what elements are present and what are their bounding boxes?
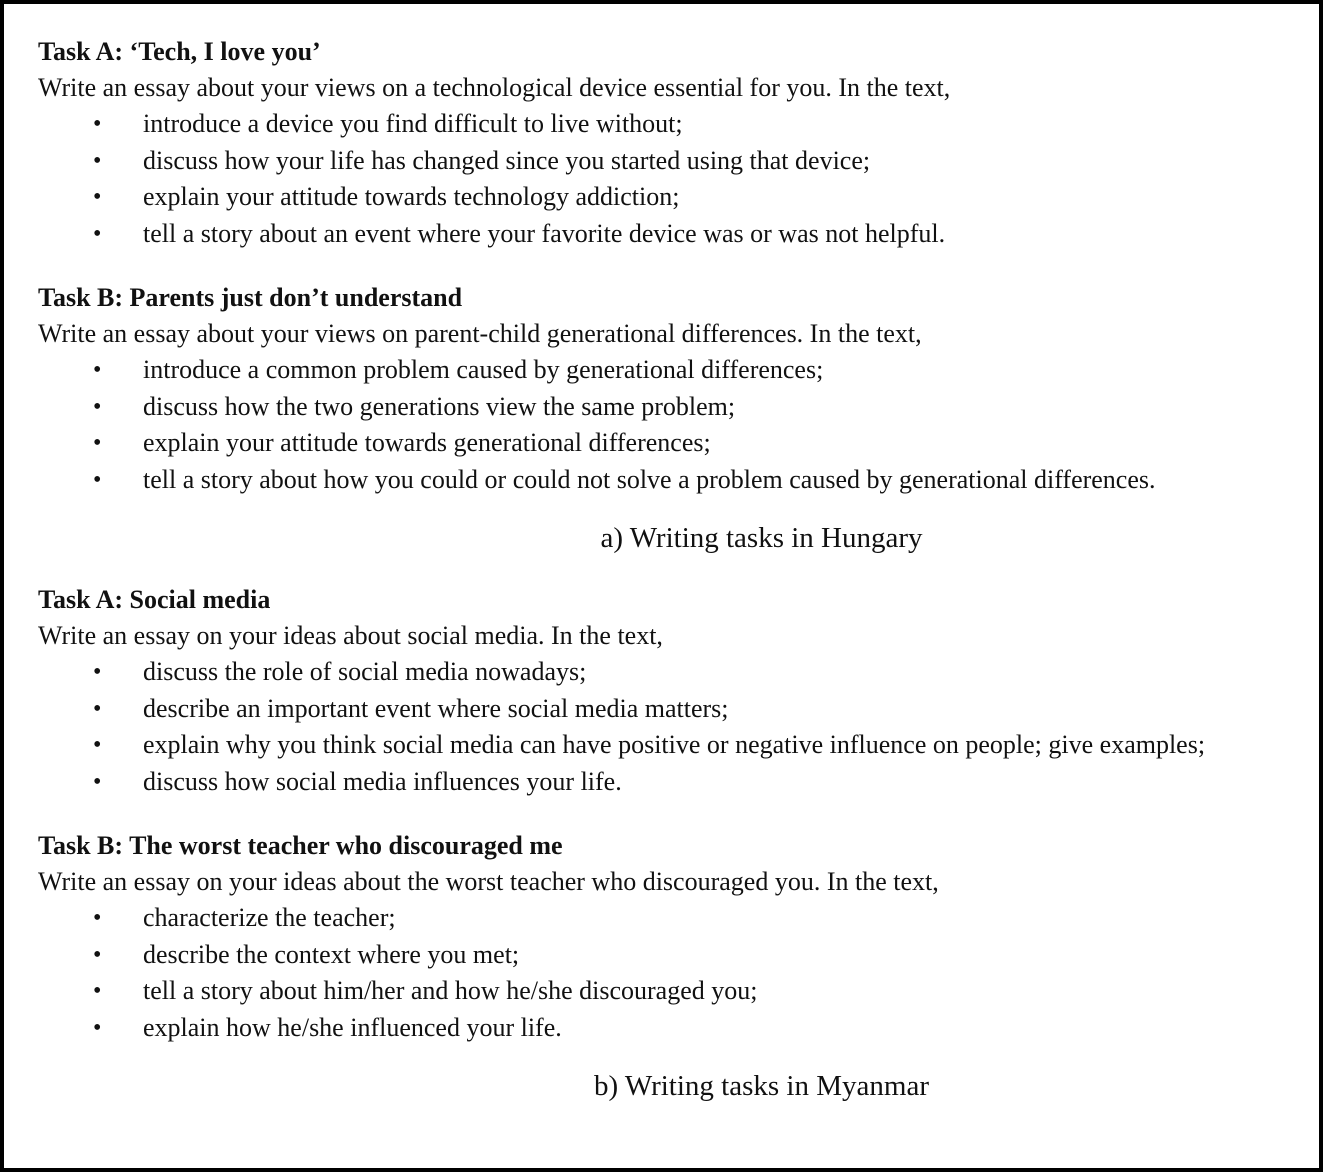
panel-hungary xyxy=(38,34,1295,558)
panel-caption-myanmar: b) Writing tasks in Myanmar xyxy=(594,1070,929,1102)
bullet-item xyxy=(38,179,1295,216)
task-block-hungary-b xyxy=(38,280,1295,498)
task-intro: Write an essay about your views on parent-child generational differences. In the text, xyxy=(38,319,922,348)
bullet-icon: • xyxy=(93,393,102,420)
task-title: Task A: Social media xyxy=(38,585,271,614)
bullet-list xyxy=(38,106,1295,252)
task-title: Task B: The worst teacher who discouraged me xyxy=(38,831,563,860)
bullet-text: explain your attitude towards technology addiction; xyxy=(143,182,680,211)
task-title: Task B: Parents just don’t understand xyxy=(38,283,463,312)
bullet-icon: • xyxy=(93,659,102,685)
bullet-text: tell a story about him/her and how he/she discouraged you; xyxy=(143,976,758,1005)
bullet-item xyxy=(38,143,1295,180)
bullet-text: describe the context where you met; xyxy=(143,939,520,969)
panel-caption-hungary: a) Writing tasks in Hungary xyxy=(600,522,923,554)
bullet-item xyxy=(38,691,1295,728)
bullet-text: introduce a device you find difficult to live without; xyxy=(143,109,683,138)
bullet-item xyxy=(38,900,1295,937)
bullet-icon: • xyxy=(93,220,102,247)
task-title: Task A: ‘Tech, I love you’ xyxy=(38,37,321,66)
panel-myanmar xyxy=(38,582,1295,1106)
bullet-text: tell a story about how you could or could not solve a problem caused by generational differences. xyxy=(143,464,1156,494)
task-block-hungary-a xyxy=(38,34,1295,252)
bullet-icon: • xyxy=(93,1014,102,1041)
bullet-text: discuss the role of social media nowadays; xyxy=(143,657,587,686)
bullet-icon: • xyxy=(93,357,102,383)
bullet-text: explain how he/she influenced your life. xyxy=(143,1012,562,1042)
bullet-text: discuss how the two generations view the same problem; xyxy=(143,391,736,421)
bullet-icon: • xyxy=(93,978,102,1004)
bullet-icon: • xyxy=(93,147,102,174)
bullet-list xyxy=(38,900,1295,1046)
task-intro: Write an essay about your views on a technological device essential for you. In the text, xyxy=(38,73,951,102)
bullet-icon: • xyxy=(93,111,102,137)
task-intro: Write an essay on your ideas about social media. In the text, xyxy=(38,621,663,650)
bullet-item xyxy=(38,937,1295,974)
bullet-icon: • xyxy=(93,430,102,456)
bullet-text: explain why you think social media can have positive or negative influence on people; give examples; xyxy=(143,730,1206,759)
task-block-myanmar-b xyxy=(38,828,1295,1046)
bullet-item xyxy=(38,216,1295,253)
bullet-text: describe an important event where social media matters; xyxy=(143,693,729,723)
bullet-text: discuss how your life has changed since you started using that device; xyxy=(143,145,871,175)
bullet-icon: • xyxy=(93,695,102,722)
bullet-item xyxy=(38,389,1295,426)
bullet-item xyxy=(38,462,1295,499)
task-intro: Write an essay on your ideas about the worst teacher who discouraged you. In the text, xyxy=(38,867,939,896)
task-block-myanmar-a xyxy=(38,582,1295,800)
bullet-text: tell a story about an event where your favorite device was or was not helpful. xyxy=(143,218,946,248)
bullet-icon: • xyxy=(93,768,102,795)
bullet-item xyxy=(38,352,1295,389)
bullet-item xyxy=(38,764,1295,801)
bullet-item xyxy=(38,1010,1295,1047)
bullet-icon: • xyxy=(93,184,102,210)
bullet-list xyxy=(38,654,1295,800)
bullet-text: characterize the teacher; xyxy=(143,903,396,932)
bullet-item xyxy=(38,973,1295,1010)
bullet-item xyxy=(38,727,1295,764)
bullet-icon: • xyxy=(93,941,102,968)
bullet-item xyxy=(38,654,1295,691)
bullet-item xyxy=(38,425,1295,462)
bullet-list xyxy=(38,352,1295,498)
bullet-icon: • xyxy=(93,905,102,931)
bullet-item xyxy=(38,106,1295,143)
bullet-text: discuss how social media influences your life. xyxy=(143,766,622,796)
bullet-text: explain your attitude towards generational differences; xyxy=(143,428,711,457)
bullet-icon: • xyxy=(93,732,102,758)
bullet-icon: • xyxy=(93,466,102,493)
figure-content xyxy=(4,4,1319,1168)
bullet-text: introduce a common problem caused by generational differences; xyxy=(143,355,824,384)
